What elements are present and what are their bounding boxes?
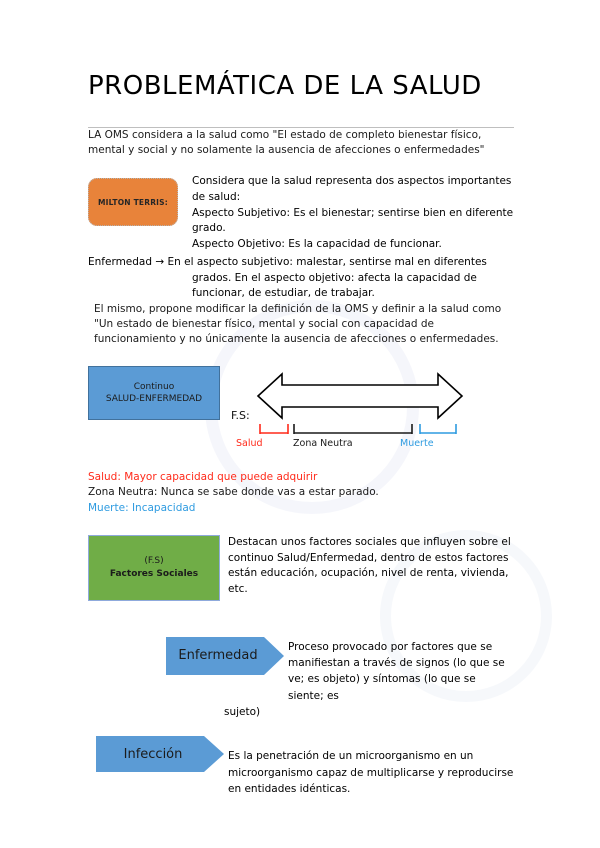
enfermedad-block (88, 637, 514, 720)
terris-line-1: Considera que la salud representa dos aspectos importantes de salud: (192, 175, 512, 203)
enfermedad-description-tail: sujeto) (224, 706, 261, 718)
continuum-legend (88, 470, 514, 517)
continuum-box (88, 366, 220, 420)
document-content (88, 0, 514, 802)
milton-terris-badge-label: MILTON TERRIS: (98, 197, 168, 207)
terris-enfermedad-line (88, 255, 514, 302)
enfermedad-chevron-label: Enfermedad (178, 648, 258, 664)
page-title: PROBLEMÁTICA DE LA SALUD (88, 71, 482, 101)
infeccion-block (88, 736, 514, 802)
terris-line-2: Aspecto Subjetivo: Es el bienestar; sentirse bien en diferente grado. (192, 206, 514, 235)
factores-sociales-label: Factores Sociales (109, 568, 199, 579)
factores-sociales-block (88, 535, 514, 613)
continuum-box-line2: SALUD-ENFERMEDAD (105, 393, 203, 404)
enfermedad-description: Proceso provocado por factores que se manifiestan a través de signos (lo que se ve; es objeto) y síntomas (lo que se siente; es (288, 640, 505, 702)
health-continuum-scale (256, 422, 464, 436)
factores-sociales-abbr: (F.S) (144, 556, 164, 567)
infeccion-description: Es la penetración de un microorganismo en un microorganismo capaz de multiplicarse y reproducirse en entidades idénticas. (228, 750, 514, 795)
scale-label-muerte: Muerte (400, 437, 434, 449)
enfermedad-chevron-shape (166, 637, 284, 675)
terris-enfermedad-text-2: grados. En el aspecto objetivo: afecta la capacidad de funcionar, de estudiar, de trabajar. (192, 271, 477, 300)
continuum-box-line1: Continuo (133, 381, 175, 392)
terris-enfermedad-text: En el aspecto subjetivo: malestar, sentirse mal en diferentes (167, 255, 487, 268)
factores-sociales-box (88, 535, 220, 601)
fs-axis-label: F.S: (231, 408, 250, 422)
continuum-diagram (88, 366, 514, 462)
scale-label-salud: Salud (236, 437, 263, 449)
double-headed-arrow-icon (256, 372, 464, 420)
legend-item-muerte: Muerte: Incapacidad (88, 502, 196, 515)
infeccion-chevron-label: Infección (123, 746, 183, 762)
terris-line-3: Aspecto Objetivo: Es la capacidad de funcionar. (192, 238, 442, 251)
milton-terris-block (88, 174, 514, 302)
milton-terris-badge (88, 178, 178, 226)
scale-label-zona-neutra: Zona Neutra (293, 437, 353, 449)
legend-item-salud: Salud: Mayor capacidad que puede adquirir (88, 470, 318, 483)
intro-paragraph: LA OMS considera a la salud como "El estado de completo bienestar físico, mental y social y no solamente la ausencia de afecciones o enfermedades" (88, 128, 485, 156)
terris-enfermedad-label: Enfermedad → (88, 255, 165, 268)
middle-paragraph: El mismo, propone modificar la definición de la OMS y definir a la salud como "Un estado de bienestar físico, mental y social con capacidad de funcionamiento y no únicamente la ausencia de afecciones o enfermedades. (94, 303, 502, 346)
factores-sociales-text: Destacan unos factores sociales que influyen sobre el continuo Salud/Enfermedad, dentro de estos factores están educación, ocupación, nivel de renta, vivienda, etc. (228, 535, 511, 596)
infeccion-chevron-shape (96, 736, 224, 772)
milton-terris-text (192, 174, 514, 253)
legend-item-zona-neutra: Zona Neutra: Nunca se sabe donde vas a estar parado. (88, 486, 379, 499)
